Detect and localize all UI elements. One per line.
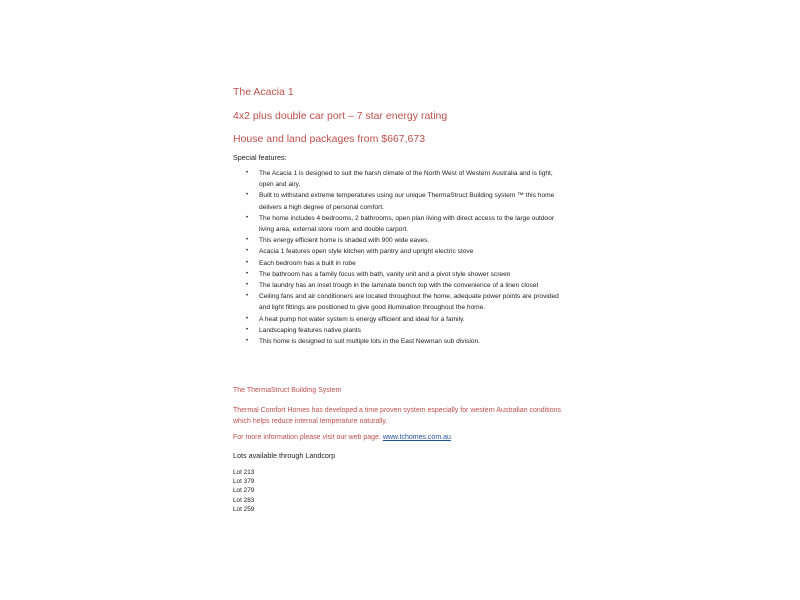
system-heading: The ThermaStruct Building System	[233, 387, 342, 394]
features-list	[246, 168, 566, 347]
feature-text: The Acacia 1 is designed to suit the harsh climate of the North West of Western Australia and is light, open and airy.	[259, 170, 553, 189]
feature-item	[246, 269, 566, 280]
feature-item	[246, 258, 566, 269]
lot-item: Lot 379	[233, 478, 255, 486]
feature-text: Ceiling fans and air conditioners are located throughout the home, adequate power points are provided and light fittings are positioned to give good illumination throughout the home.	[259, 293, 559, 312]
feature-text: This energy efficient home is shaded with 900 wide eaves.	[259, 237, 430, 245]
feature-text: Acacia 1 features open style kitchen with pantry and upright electric stove	[259, 248, 474, 256]
feature-item	[246, 246, 566, 257]
bullet-icon: •	[246, 270, 249, 277]
lot-item: Lot 213	[233, 469, 255, 476]
bullet-icon: •	[246, 192, 249, 199]
feature-item	[246, 190, 566, 212]
lots-label: Lots available through Landcorp	[233, 451, 336, 460]
document-subtitle: 4x2 plus double car port – 7 star energy rating	[233, 110, 448, 122]
feature-text: A heat pump hot water system is energy efficient and ideal for a family.	[259, 315, 465, 323]
bullet-icon: •	[246, 282, 249, 289]
feature-text: The bathroom has a family focus with bath, vanity unit and a pivot style shower screen	[259, 270, 511, 278]
more-info-line	[233, 432, 451, 443]
bullet-icon: •	[246, 326, 249, 333]
feature-text: The home includes 4 bedrooms, 2 bathrooms, open plan living with direct access to the large outdoor living area, external store room and double carport.	[259, 214, 555, 234]
feature-text: The laundry has an inset trough in the laminate bench top with the convenience of a linen closet	[259, 282, 539, 290]
lot-item: Lot 283	[233, 496, 255, 504]
document-title: The Acacia 1	[233, 86, 294, 98]
bullet-icon: •	[246, 338, 249, 345]
feature-item	[246, 235, 566, 246]
more-info-text: For more information please visit our web page.	[233, 434, 381, 441]
website-link[interactable]: www.tchomes.com.au	[382, 434, 451, 441]
feature-item	[246, 213, 566, 235]
bullet-icon: •	[246, 315, 249, 322]
price-heading: House and land packages from $667,673	[233, 133, 426, 145]
feature-text: Landscaping features native plants	[259, 326, 361, 334]
feature-text: Each bedroom has a built in robe	[259, 259, 356, 267]
bullet-icon: •	[246, 170, 249, 176]
bullet-icon: •	[246, 237, 249, 244]
feature-item	[246, 280, 566, 291]
bullet-icon: •	[246, 214, 249, 221]
feature-text: Built to withstand extreme temperatures using our unique ThermaStruct Building system ™ this home delivers a high degree of personal comfort.	[259, 192, 555, 211]
feature-item	[246, 336, 566, 347]
lot-item: Lot 279	[233, 487, 255, 495]
bullet-icon: •	[246, 248, 249, 255]
feature-item	[246, 325, 566, 336]
lots-list	[233, 468, 254, 514]
feature-text: This home is designed to suit multiple lots in the East Newman sub division.	[259, 338, 480, 346]
feature-item	[246, 291, 566, 313]
lot-item: Lot 259	[233, 505, 255, 513]
feature-item	[246, 314, 566, 325]
bullet-icon: •	[246, 293, 249, 300]
system-description: Thermal Comfort Homes has developed a time proven system especially for western Australian conditions which helps reduce internal temperature naturally.	[233, 407, 561, 425]
bullet-icon: •	[246, 259, 249, 266]
feature-item	[246, 168, 566, 190]
special-features-label: Special features:	[233, 153, 287, 162]
